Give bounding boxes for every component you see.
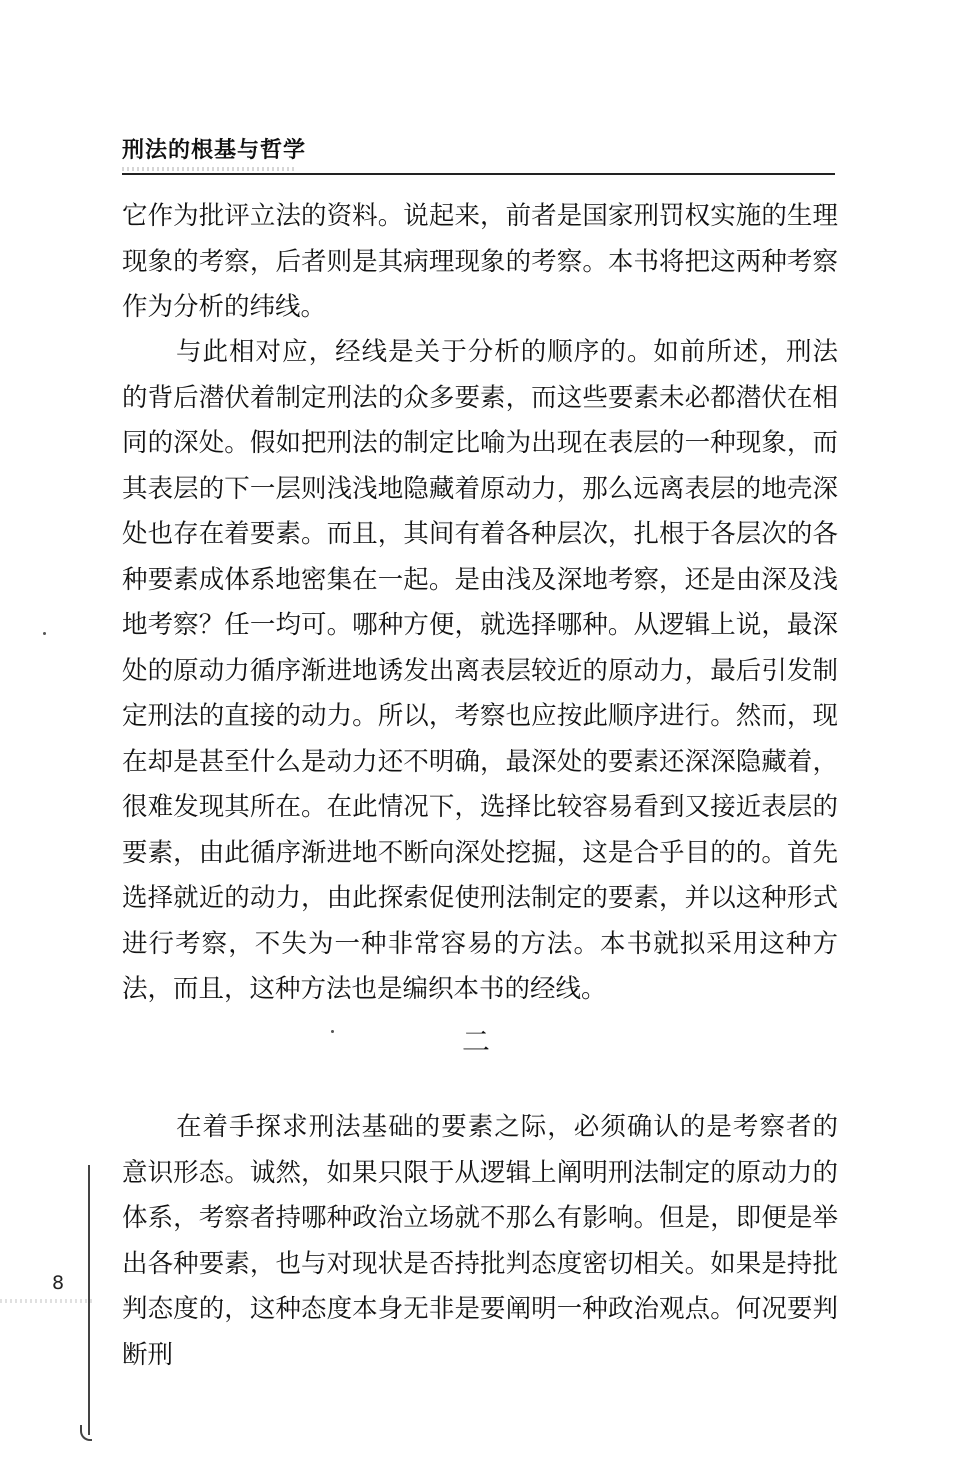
- section-number: 二: [462, 1025, 491, 1058]
- binding-edge-curl: [80, 1425, 92, 1441]
- paragraph-3: 在着手探求刑法基础的要素之际，必须确认的是考察者的意识形态。诚然，如果只限于从逻辑上阐明刑法制定的原动力的体系，考察者持哪种政治立场就不那么有影响。但是，即便是举出各种要素，也与对现状是否持批判态度密切相关。如果是持批判态度的，这种态度本身无非是要阐明一种政治观点。何况要判断刑: [122, 1112, 838, 1370]
- paragraph-2: 与此相对应，经线是关于分析的顺序的。如前所述，刑法的背后潜伏着制定刑法的众多要素，而这些要素未必都潜伏在相同的深处。假如把刑法的制定比喻为出现在表层的一种现象，而其表层的下一层则浅浅地隐藏着原动力，那么远离表层的地壳深处也存在着要素。而且，其间有着各种层次，扎根于各层次的各种要素成体系地密集在一起。是由浅及深地考察，还是由深及浅地考察？任一均可。哪种方便，就选择哪种。从逻辑上说，最深处的原动力循序渐进地诱发出离表层较近的原动力，最后引发制定刑法的直接的动力。所以，考察也应按此顺序进行。然而，现在却是甚至什么是动力还不明确，最深处的要素还深深隐藏着，很难发现其所在。在此情况下，选择比较容易看到又接近表层的要素，由此循序渐进地不断向深处挖掘，这是合乎目的的。首先选择就近的动力，由此探索促使刑法制定的要素，并以这种形式进行考察，不失为一种非常容易的方法。本书就拟采用这种方法，而且，这种方法也是编织本书的经线。: [122, 337, 838, 1004]
- header-scan-noise: [122, 167, 297, 171]
- page-number: 8: [52, 1272, 65, 1294]
- running-header-title: 刑法的根基与哲学: [122, 138, 307, 163]
- page-number-scan-noise: [0, 1299, 92, 1303]
- header-rule: [122, 173, 835, 175]
- scan-speck: [331, 1030, 334, 1033]
- paragraph-1: 它作为批评立法的资料。说起来，前者是国家刑罚权实施的生理现象的考察，后者则是其病理现象的考察。本书将把这两种考察作为分析的纬线。: [122, 201, 838, 322]
- scan-speck: [43, 632, 46, 635]
